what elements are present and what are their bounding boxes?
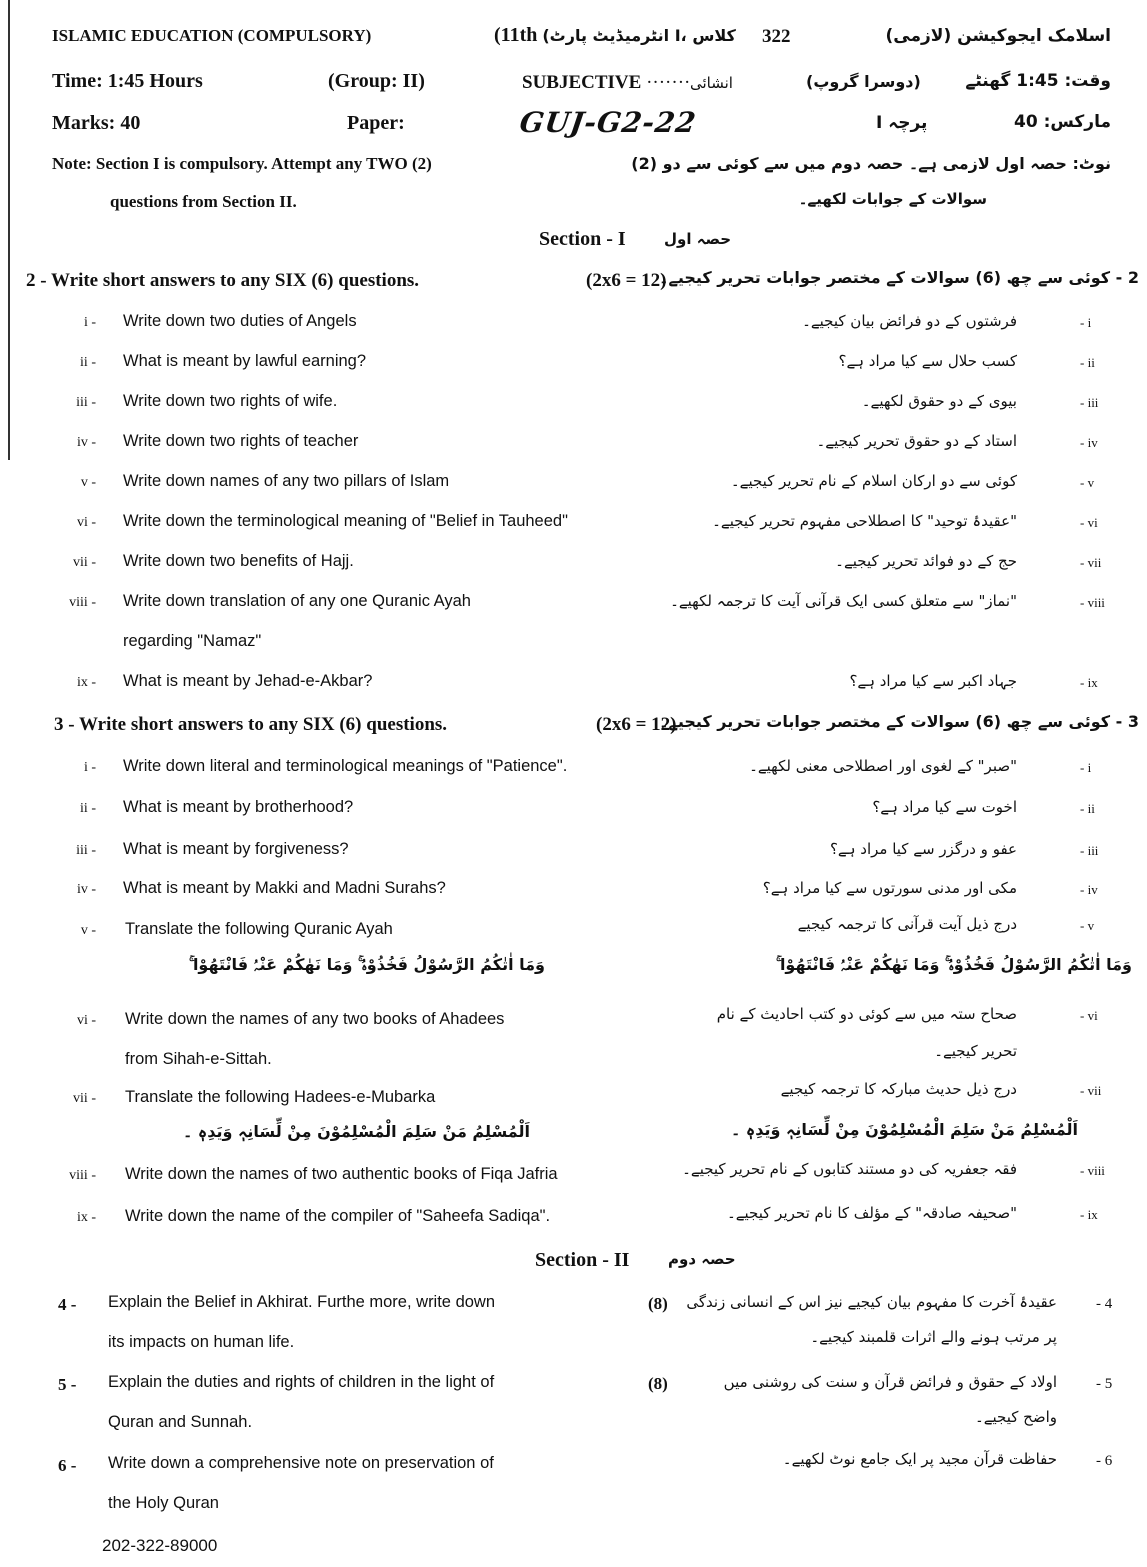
marks-ur: مارکس: 40 (1013, 112, 1111, 132)
q3-item-ur: درج ذیل حدیث مبارکہ کا ترجمہ کیجیے (780, 1080, 1017, 1098)
q3-item-ur: صحاح ستہ میں سے کوئی دو کتب احادیث کے نام (716, 1005, 1017, 1023)
q3-item-num: vi - (76, 1013, 96, 1028)
title-en: ISLAMIC EDUCATION (COMPULSORY) (52, 26, 372, 45)
q2-item-en: Write down translation of any one Quranic Ayah (123, 592, 471, 610)
q3-item-en: What is meant by Makki and Madni Surahs? (123, 879, 446, 897)
title-ur: اسلامک ایجوکیشن (لازمی) (885, 26, 1111, 46)
page-margin-line (8, 0, 10, 460)
q2-item-ur-num: - ix (1080, 675, 1098, 690)
q3-item-num: i - (83, 760, 96, 775)
q2-item-num: v - (80, 475, 96, 490)
q3-ayah-arabic-ur: وَمَا اٰتٰکُمُ الرَّسُوْلُ فَخُذُوْہُ ۚ وَمَا نَھٰکُمْ عَنْہُ فَانْتَھُوْا ۚ (775, 955, 1132, 974)
q2-item-ur-num: - iv (1080, 435, 1098, 450)
q3-item-ur: اخوت سے کیا مراد ہے؟ (872, 798, 1017, 816)
q3-item-en: Write down the name of the compiler of "Saheefa Sadiqa". (125, 1207, 551, 1225)
q3-label-ur: 3 - کوئی سے چھ (6) سوالات کے مختصر جوابات تحریر کیجیے۔ (659, 712, 1139, 731)
section2-title-ur: حصہ دوم (668, 1250, 736, 1268)
q3-item-en: Translate the following Hadees-e-Mubarka (125, 1088, 436, 1106)
note-en-line1: Note: Section I is compulsory. Attempt any TWO (2) (52, 154, 432, 173)
s2-q-ur-num: - 6 (1096, 1453, 1113, 1469)
q3-item-ur: عفو و درگزر سے کیا مراد ہے؟ (829, 840, 1017, 858)
q2-item-num: viii - (69, 595, 96, 610)
q2-item-en: Write down two duties of Angels (123, 312, 357, 330)
paper-code-number: 322 (762, 26, 791, 47)
class-ur: (انٹرمیڈیٹ پارٹ I، کلاس (542, 26, 736, 45)
q3-item-num: iii - (76, 843, 96, 858)
q3-item-en: Write down the names of two authentic books of Fiqa Jafria (125, 1165, 558, 1183)
q3-item-num: ii - (80, 801, 96, 816)
q3-item-num: iv - (76, 882, 96, 897)
q2-item-en: What is meant by Jehad-e-Akbar? (123, 672, 373, 690)
group-en: (Group: II) (328, 70, 425, 92)
section2-title-en: Section - II (535, 1249, 630, 1271)
q2-item-ur: کوئی سے دو ارکان اسلام کے نام تحریر کیجیے۔ (730, 472, 1017, 490)
q3-item-ur: "صحیفہ صادقہ" کے مؤلف کا نام تحریر کیجیے۔ (726, 1204, 1017, 1222)
q3-item-ur-num: - i (1080, 760, 1092, 775)
q3-item-en: Write down the names of any two books of Ahadees (125, 1010, 505, 1028)
s2-q-en-cont: Quran and Sunnah. (108, 1413, 253, 1431)
q3-ayah-arabic: وَمَا اٰتٰکُمُ الرَّسُوْلُ فَخُذُوْہُ ۚ وَمَا نَھٰکُمْ عَنْہُ فَانْتَھُوْا ۚ (188, 955, 545, 974)
s2-q-ur-cont: پر مرتب ہونے والے اثرات قلمبند کیجیے۔ (810, 1328, 1057, 1346)
q3-item-num: vii - (73, 1091, 96, 1106)
q3-item-en-cont: from Sihah-e-Sittah. (125, 1050, 272, 1068)
s2-q-marks: (8) (648, 1374, 668, 1393)
q3-item-ur-num: - ix (1080, 1207, 1098, 1222)
q3-item-ur-num: - iv (1080, 882, 1098, 897)
q2-item-ur: "نماز" سے متعلق کسی ایک قرآنی آیت کا ترجمہ لکھیے۔ (670, 592, 1017, 610)
q2-item-num: iii - (76, 395, 96, 410)
q2-item-ur-num: - i (1080, 315, 1092, 330)
q2-item-en: Write down the terminological meaning of "Belief in Tauheed" (123, 512, 568, 530)
q2-item-ur-num: - vi (1080, 515, 1098, 530)
q2-item-num: iv - (76, 435, 96, 450)
q2-item-num: ii - (80, 355, 96, 370)
group-ur: (دوسرا گروپ) (806, 72, 921, 91)
q3-item-ur: درج ذیل آیت قرآنی کا ترجمہ کیجیے (797, 915, 1017, 933)
s2-q-ur: حفاظت قرآن مجید پر ایک جامع نوٹ لکھیے۔ (782, 1450, 1057, 1468)
q3-item-en: What is meant by brotherhood? (123, 798, 354, 816)
q2-label-en: 2 - Write short answers to any SIX (6) questions. (26, 270, 420, 291)
q3-item-ur: مکی اور مدنی سورتوں سے کیا مراد ہے؟ (762, 879, 1017, 897)
s2-q-en: Explain the duties and rights of children in the light of (108, 1373, 495, 1391)
subjective-ur: انشائی (690, 74, 733, 92)
q3-item-en: Write down literal and terminological meanings of "Patience". (123, 757, 568, 775)
s2-q-ur-num: - 5 (1096, 1376, 1113, 1392)
q2-item-num: vii - (73, 555, 96, 570)
section1-title-ur: حصہ اول (664, 230, 732, 248)
q2-item-en-cont: regarding "Namaz" (123, 632, 262, 650)
q3-item-ur-num: - vii (1080, 1083, 1102, 1098)
q2-item-ur-num: - v (1080, 475, 1095, 490)
q2-item-en: Write down two rights of teacher (123, 432, 359, 450)
s2-q-ur: اولاد کے حقوق و فرائض قرآن و سنت کی روشنی میں (723, 1373, 1057, 1391)
footer-code: 202-322-89000 (102, 1536, 218, 1555)
q2-item-ur-num: - viii (1080, 595, 1105, 610)
q2-item-num: ix - (76, 675, 96, 690)
q2-item-ur: جہاد اکبر سے کیا مراد ہے؟ (849, 672, 1017, 690)
s2-q-en-cont: the Holy Quran (108, 1494, 219, 1512)
paper-ur: پرچہ I (876, 113, 928, 133)
q2-item-num: vi - (76, 515, 96, 530)
q2-item-ur-num: - vii (1080, 555, 1102, 570)
q3-item-num: ix - (76, 1210, 96, 1225)
note-ur-line1: نوٹ: حصہ اول لازمی ہے۔ حصہ دوم میں سے کوئی سے دو (2) (631, 154, 1111, 173)
q3-hadees-arabic: اَلْمُسْلِمُ مَنْ سَلِمَ الْمُسْلِمُوْنَ مِنْ لِّسَانِہٖ وَیَدِہٖ ۔ (182, 1122, 530, 1141)
q3-item-ur-num: - v (1080, 918, 1095, 933)
paper-en: Paper: (347, 112, 405, 134)
s2-q-num: 6 - (58, 1456, 77, 1475)
class-en: 11th (500, 24, 538, 46)
s2-q-num: 5 - (58, 1375, 77, 1394)
q3-item-num: viii - (69, 1168, 96, 1183)
q2-item-ur-num: - ii (1080, 355, 1095, 370)
q3-item-en: Translate the following Quranic Ayah (125, 920, 393, 938)
note-ur-line2: سوالات کے جوابات لکھیے۔ (798, 190, 987, 208)
q2-item-ur: فرشتوں کے دو فرائض بیان کیجیے۔ (802, 312, 1017, 330)
s2-q-marks: (8) (648, 1294, 668, 1313)
q2-item-ur: استاد کے دو حقوق تحریر کیجیے۔ (816, 432, 1017, 450)
time-ur: وقت: 1:45 گھنٹے (965, 71, 1111, 91)
note-en-line2: questions from Section II. (110, 192, 297, 211)
s2-q-ur-cont: واضح کیجیے۔ (974, 1408, 1057, 1426)
q2-item-en: What is meant by lawful earning? (123, 352, 367, 370)
subjective-en: SUBJECTIVE ······· (522, 72, 691, 93)
class-label: (11th (انٹرمیڈیٹ پارٹ I، کلاس (494, 24, 736, 46)
q3-item-ur-num: - ii (1080, 801, 1095, 816)
q3-item-ur-cont: تحریر کیجیے۔ (934, 1042, 1017, 1060)
q2-item-ur: "عقیدۂ توحید" کا اصطلاحی مفہوم تحریر کیجیے۔ (712, 512, 1017, 530)
q2-item-num: i - (83, 315, 96, 330)
s2-q-en: Write down a comprehensive note on preservation of (108, 1454, 494, 1472)
q2-item-ur: کسب حلال سے کیا مراد ہے؟ (838, 352, 1017, 370)
q2-item-ur: حج کے دو فوائد تحریر کیجیے۔ (835, 552, 1017, 570)
section1-title-en: Section - I (539, 228, 626, 250)
s2-q-ur: عقیدۂ آخرت کا مفہوم بیان کیجیے نیز اس کے انسانی زندگی (686, 1293, 1057, 1311)
q2-item-en: Write down names of any two pillars of Islam (123, 472, 450, 490)
q3-item-ur: فقہ جعفریہ کی دو مستند کتابوں کے نام تحریر کیجیے۔ (682, 1160, 1017, 1178)
q3-marks: (2x6 = 12) (596, 714, 677, 735)
marks-en: Marks: 40 (52, 112, 141, 134)
q2-label-ur: 2 - کوئی سے چھ (6) سوالات کے مختصر جوابات تحریر کیجیے۔ (659, 268, 1139, 287)
q2-item-en: Write down two benefits of Hajj. (123, 552, 354, 570)
s2-q-en-cont: its impacts on human life. (108, 1333, 295, 1351)
q2-item-ur: بیوی کے دو حقوق لکھیے۔ (861, 392, 1017, 410)
q3-item-ur-num: - vi (1080, 1008, 1098, 1023)
q3-item-num: v - (80, 923, 96, 938)
handwritten-paper-code: GUJ-G2-22 (517, 106, 699, 139)
q2-item-ur-num: - iii (1080, 395, 1099, 410)
q3-item-ur: "صبر" کے لغوی اور اصطلاحی معنی لکھیے۔ (749, 757, 1017, 775)
q3-item-en: What is meant by forgiveness? (123, 840, 349, 858)
q3-item-ur-num: - viii (1080, 1163, 1105, 1178)
q3-hadees-arabic-ur: اَلْمُسْلِمُ مَنْ سَلِمَ الْمُسْلِمُوْنَ مِنْ لِّسَانِہٖ وَیَدِہٖ ۔ (730, 1120, 1078, 1139)
time-en: Time: 1:45 Hours (52, 70, 203, 92)
s2-q-ur-num: - 4 (1096, 1296, 1113, 1312)
s2-q-en: Explain the Belief in Akhirat. Furthe more, write down (108, 1293, 496, 1311)
q2-marks: (2x6 = 12) (586, 270, 667, 291)
q3-item-ur-num: - iii (1080, 843, 1099, 858)
s2-q-num: 4 - (58, 1295, 77, 1314)
q3-label-en: 3 - Write short answers to any SIX (6) questions. (54, 714, 448, 735)
q2-item-en: Write down two rights of wife. (123, 392, 338, 410)
